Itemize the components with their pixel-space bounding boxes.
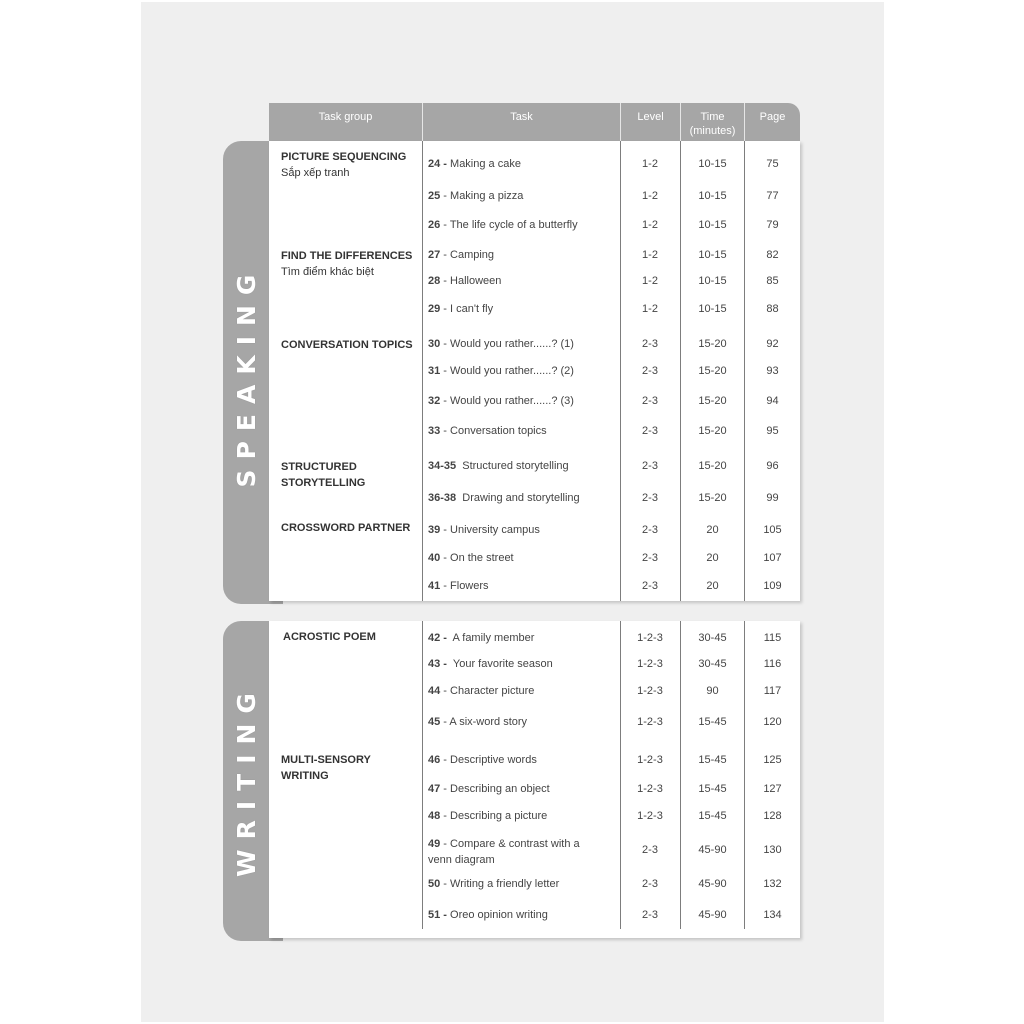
time-cell: 15-20 <box>698 365 727 377</box>
task-title: - Compare & contrast with a venn diagram <box>428 838 583 866</box>
group-acrostic-poem: ACROSTIC POEM <box>283 631 376 643</box>
page-cell: 128 <box>763 810 782 822</box>
header-time: Time (minutes) <box>689 111 736 137</box>
time-cell: 90 <box>706 685 719 697</box>
task-cell <box>428 658 618 670</box>
task-cell <box>428 878 618 890</box>
table-row <box>269 524 800 544</box>
task-cell <box>428 552 618 564</box>
page-cell: 88 <box>766 303 779 315</box>
page-cell: 92 <box>766 338 779 350</box>
task-title: - Halloween <box>440 275 502 287</box>
page-cell: 79 <box>766 219 779 231</box>
page-cell: 134 <box>763 909 782 921</box>
table-row <box>269 303 800 323</box>
page-cell: 95 <box>766 425 779 437</box>
task-cell <box>428 685 618 697</box>
task-title: - Character picture <box>440 685 535 697</box>
page-cell: 130 <box>763 844 782 856</box>
table-row <box>269 836 800 866</box>
table-row <box>269 783 800 803</box>
task-number: 39 <box>428 524 441 536</box>
task-cell <box>428 580 618 592</box>
table-row <box>269 580 800 600</box>
task-title: - I can't fly <box>440 303 494 315</box>
group-conversation-topics: CONVERSATION TOPICS <box>281 339 413 351</box>
level-cell: 1-2-3 <box>637 658 663 670</box>
level-cell: 2-3 <box>642 460 658 472</box>
task-number: 42 - <box>428 632 447 644</box>
table-row <box>269 219 800 239</box>
task-cell <box>428 909 618 921</box>
task-number: 33 <box>428 425 441 437</box>
table-row <box>269 190 800 210</box>
header-page: Page <box>759 111 786 123</box>
header-task: Task <box>510 111 533 123</box>
task-title: - Would you rather......? (1) <box>440 338 574 350</box>
task-cell <box>428 810 618 822</box>
task-title: - Conversation topics <box>440 425 547 437</box>
table-row <box>269 425 800 445</box>
level-cell: 2-3 <box>642 338 658 350</box>
task-number: 49 <box>428 838 441 850</box>
page-cell: 107 <box>763 552 782 564</box>
writing-label: WRITING <box>232 683 261 877</box>
page-cell: 85 <box>766 275 779 287</box>
task-number: 34-35 <box>428 460 457 472</box>
task-title: - Describing an object <box>440 783 550 795</box>
table-row <box>269 275 800 295</box>
task-cell <box>428 158 618 170</box>
page-cell: 127 <box>763 783 782 795</box>
page-cell: 116 <box>763 658 782 670</box>
level-cell: 2-3 <box>642 844 658 856</box>
writing-panel <box>269 621 800 938</box>
task-cell <box>428 754 618 766</box>
page-cell: 96 <box>766 460 779 472</box>
task-number: 48 <box>428 810 441 822</box>
speaking-panel <box>269 141 800 601</box>
time-cell: 15-20 <box>698 460 727 472</box>
page-cell: 94 <box>766 395 779 407</box>
task-title: Oreo opinion writing <box>446 909 548 921</box>
task-cell <box>428 783 618 795</box>
task-title: - Would you rather......? (3) <box>440 395 574 407</box>
task-cell <box>428 395 618 407</box>
speaking-label: SPEAKING <box>232 264 261 488</box>
table-row <box>269 338 800 358</box>
time-cell: 10-15 <box>698 190 727 202</box>
task-cell <box>428 492 618 504</box>
task-number: 26 <box>428 219 441 231</box>
time-cell: 20 <box>706 524 719 536</box>
task-number: 43 - <box>428 658 447 670</box>
task-number: 31 <box>428 365 441 377</box>
header-task-group: Task group <box>318 111 373 123</box>
page-cell: 125 <box>763 754 782 766</box>
task-number: 25 <box>428 190 441 202</box>
task-title: Your favorite season <box>446 658 553 670</box>
task-number: 41 <box>428 580 441 592</box>
task-title: - Making a pizza <box>440 190 524 202</box>
task-number: 27 <box>428 249 441 261</box>
task-number: 45 <box>428 716 441 728</box>
task-cell <box>428 219 618 231</box>
table-row <box>269 810 800 830</box>
task-cell <box>428 275 618 287</box>
time-cell: 15-20 <box>698 338 727 350</box>
task-cell <box>428 338 618 350</box>
table-row <box>269 249 800 269</box>
task-number: 46 <box>428 754 441 766</box>
level-cell: 1-2 <box>642 158 658 170</box>
page-cell: 115 <box>763 632 782 644</box>
time-cell: 30-45 <box>698 632 727 644</box>
time-cell: 15-45 <box>698 754 727 766</box>
table-row <box>269 754 800 774</box>
task-cell <box>428 836 598 868</box>
task-title: - University campus <box>440 524 540 536</box>
time-cell: 20 <box>706 552 719 564</box>
table-row <box>269 395 800 415</box>
table-row <box>269 552 800 572</box>
header-level: Level <box>637 111 664 123</box>
table-row <box>269 460 800 480</box>
table-row <box>269 658 800 678</box>
task-cell <box>428 425 618 437</box>
task-number: 51 - <box>428 909 447 921</box>
page-cell: 132 <box>763 878 782 890</box>
table-row <box>269 492 800 512</box>
level-cell: 1-2 <box>642 219 658 231</box>
group-find-differences: FIND THE DIFFERENCES Tìm điểm khác biệt <box>281 250 413 278</box>
level-cell: 2-3 <box>642 552 658 564</box>
task-cell <box>428 716 618 728</box>
level-cell: 2-3 <box>642 492 658 504</box>
level-cell: 1-2-3 <box>637 783 663 795</box>
time-cell: 45-90 <box>698 878 727 890</box>
task-title: Structured storytelling <box>456 460 569 472</box>
task-title: Drawing and storytelling <box>456 492 580 504</box>
level-cell: 1-2-3 <box>637 685 663 697</box>
task-number: 44 <box>428 685 441 697</box>
task-cell <box>428 365 618 377</box>
time-cell: 15-45 <box>698 716 727 728</box>
page-cell: 99 <box>766 492 779 504</box>
task-title: - Would you rather......? (2) <box>440 365 574 377</box>
task-number: 36-38 <box>428 492 457 504</box>
task-number: 24 - <box>428 158 447 170</box>
level-cell: 2-3 <box>642 524 658 536</box>
time-cell: 10-15 <box>698 219 727 231</box>
page-cell: 75 <box>766 158 779 170</box>
task-title: - A six-word story <box>440 716 528 728</box>
page-cell: 117 <box>763 685 782 697</box>
task-cell <box>428 303 618 315</box>
level-cell: 1-2-3 <box>637 754 663 766</box>
task-number: 30 <box>428 338 441 350</box>
level-cell: 2-3 <box>642 580 658 592</box>
page-cell: 109 <box>763 580 782 592</box>
time-cell: 10-15 <box>698 249 727 261</box>
time-cell: 20 <box>706 580 719 592</box>
level-cell: 2-3 <box>642 395 658 407</box>
task-number: 32 <box>428 395 441 407</box>
table-row <box>269 158 800 178</box>
task-cell <box>428 460 618 472</box>
time-cell: 10-15 <box>698 275 727 287</box>
time-cell: 45-90 <box>698 844 727 856</box>
time-cell: 30-45 <box>698 658 727 670</box>
group-crossword-partner: CROSSWORD PARTNER <box>281 522 411 534</box>
level-cell: 2-3 <box>642 909 658 921</box>
page-cell: 120 <box>763 716 782 728</box>
level-cell: 1-2-3 <box>637 810 663 822</box>
task-title: - Descriptive words <box>440 754 537 766</box>
level-cell: 1-2 <box>642 275 658 287</box>
table-row <box>269 716 800 736</box>
page-cell: 93 <box>766 365 779 377</box>
task-title: - The life cycle of a butterfly <box>440 219 578 231</box>
task-number: 40 <box>428 552 441 564</box>
time-cell: 15-20 <box>698 492 727 504</box>
page-cell: 77 <box>766 190 779 202</box>
task-number: 50 <box>428 878 441 890</box>
level-cell: 2-3 <box>642 425 658 437</box>
task-number: 29 <box>428 303 441 315</box>
time-cell: 45-90 <box>698 909 727 921</box>
task-title: - Writing a friendly letter <box>440 878 560 890</box>
time-cell: 10-15 <box>698 158 727 170</box>
time-cell: 15-20 <box>698 425 727 437</box>
task-cell <box>428 190 618 202</box>
time-cell: 15-45 <box>698 810 727 822</box>
table-row <box>269 685 800 705</box>
task-title: A family member <box>446 632 535 644</box>
group-multi-sensory-writing: MULTI-SENSORY WRITING <box>281 754 371 782</box>
level-cell: 2-3 <box>642 878 658 890</box>
page-cell: 82 <box>766 249 779 261</box>
level-cell: 1-2 <box>642 249 658 261</box>
table-row <box>269 365 800 385</box>
group-picture-sequencing: PICTURE SEQUENCING Sắp xếp tranh <box>281 151 407 179</box>
task-title: - Camping <box>440 249 495 261</box>
task-title: - Flowers <box>440 580 489 592</box>
page-cell: 105 <box>763 524 782 536</box>
level-cell: 1-2-3 <box>637 632 663 644</box>
time-cell: 15-20 <box>698 395 727 407</box>
task-cell <box>428 249 618 261</box>
task-number: 47 <box>428 783 441 795</box>
task-title: - Describing a picture <box>440 810 548 822</box>
task-title: Making a cake <box>446 158 521 170</box>
group-structured-storytelling: STRUCTURED STORYTELLING <box>281 461 366 489</box>
time-cell: 15-45 <box>698 783 727 795</box>
table-row <box>269 909 800 929</box>
level-cell: 1-2 <box>642 190 658 202</box>
task-cell <box>428 524 618 536</box>
task-title: - On the street <box>440 552 514 564</box>
level-cell: 2-3 <box>642 365 658 377</box>
table-row <box>269 632 800 652</box>
table-header <box>269 103 800 141</box>
table-row <box>269 878 800 898</box>
time-cell: 10-15 <box>698 303 727 315</box>
task-number: 28 <box>428 275 441 287</box>
level-cell: 1-2 <box>642 303 658 315</box>
task-cell <box>428 632 618 644</box>
level-cell: 1-2-3 <box>637 716 663 728</box>
